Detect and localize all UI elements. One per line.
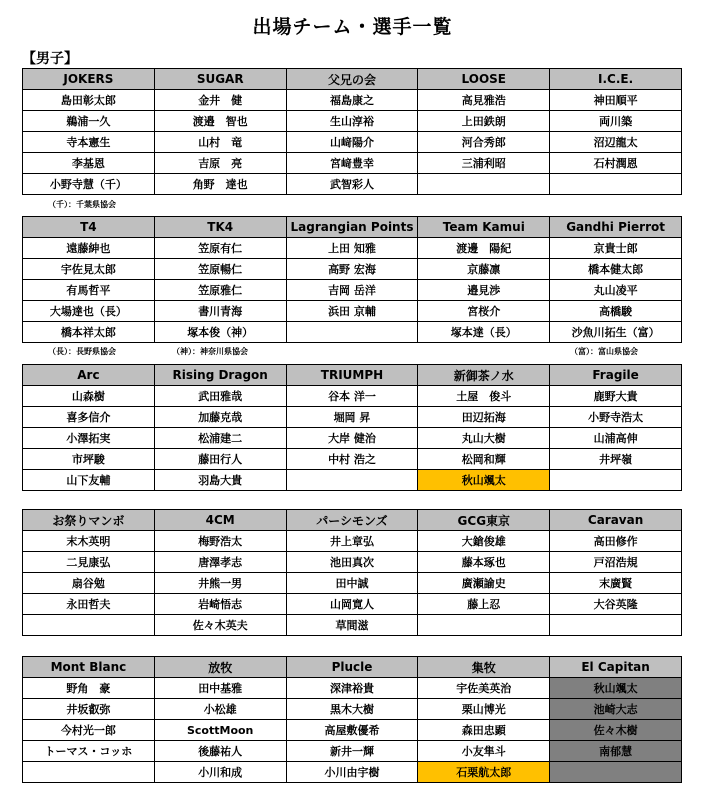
- player-cell: 宇佐美英治: [418, 678, 550, 699]
- player-cell: 宮﨑豊幸: [286, 153, 418, 174]
- player-cell: [418, 615, 550, 636]
- player-cell: 堀岡 昇: [286, 407, 418, 428]
- team-name: El Capitan: [550, 657, 682, 678]
- player-cell: 中村 浩之: [286, 449, 418, 470]
- affiliation-notes: [22, 197, 681, 211]
- player-cell: 小松雄: [154, 699, 286, 720]
- player-cell: 書川青海: [154, 301, 286, 322]
- player-cell: 井坪嶺: [550, 449, 682, 470]
- player-cell: 後藤祐人: [154, 741, 286, 762]
- player-cell-highlighted: 石栗航太郎: [418, 762, 550, 783]
- player-cell: 小野寺慧（千）: [23, 174, 155, 195]
- team-table-1: [22, 68, 682, 195]
- player-cell: 高橋駿: [550, 301, 682, 322]
- player-cell: 田辺拓海: [418, 407, 550, 428]
- team-name: Mont Blanc: [23, 657, 155, 678]
- affiliation-note: （神）：神奈川県協会: [172, 347, 248, 356]
- player-row: [23, 132, 682, 153]
- team-name: GCG東京: [418, 510, 550, 531]
- player-cell: [286, 322, 418, 343]
- section-label-men: 【男子】: [22, 51, 78, 67]
- player-cell: 岩崎悟志: [154, 594, 286, 615]
- player-cell: 三浦利昭: [418, 153, 550, 174]
- player-row: [23, 238, 682, 259]
- player-cell: 鵜浦一久: [23, 111, 155, 132]
- player-cell: 笠原暢仁: [154, 259, 286, 280]
- player-cell: 高野 宏海: [286, 259, 418, 280]
- affiliation-note: （千）：千葉県協会: [48, 200, 116, 209]
- player-cell: 李基恩: [23, 153, 155, 174]
- player-cell-highlighted: 秋山颯太: [418, 470, 550, 491]
- player-cell: 渡邉 智也: [154, 111, 286, 132]
- player-cell: 黒木大樹: [286, 699, 418, 720]
- player-cell: 福島康之: [286, 90, 418, 111]
- player-cell: 大谷英隆: [550, 594, 682, 615]
- player-cell: 寺本憲生: [23, 132, 155, 153]
- player-cell: 廣瀬諭史: [418, 573, 550, 594]
- player-cell: 山村 竜: [154, 132, 286, 153]
- player-cell: 藤田行人: [154, 449, 286, 470]
- player-cell: 角野 達也: [154, 174, 286, 195]
- player-cell: 田中基雅: [154, 678, 286, 699]
- team-name: 4CM: [154, 510, 286, 531]
- player-cell: 山森樹: [23, 386, 155, 407]
- player-row: [23, 280, 682, 301]
- player-cell: 土屋 俊斗: [418, 386, 550, 407]
- player-cell: 佐々木英夫: [154, 615, 286, 636]
- player-cell: 森田忠顕: [418, 720, 550, 741]
- team-header-row: [23, 69, 682, 90]
- player-cell: [550, 615, 682, 636]
- player-cell: 小友隼斗: [418, 741, 550, 762]
- player-cell: 小野寺浩太: [550, 407, 682, 428]
- player-cell: 武智彩人: [286, 174, 418, 195]
- player-cell: 塚本達（長）: [418, 322, 550, 343]
- player-cell: 末木英明: [23, 531, 155, 552]
- player-cell: 両川築: [550, 111, 682, 132]
- player-row: [23, 111, 682, 132]
- team-name: Fragile: [550, 365, 682, 386]
- team-table-4: [22, 509, 682, 636]
- team-name: TRIUMPH: [286, 365, 418, 386]
- player-cell: 渡邊 陽紀: [418, 238, 550, 259]
- team-name: TK4: [154, 217, 286, 238]
- player-cell: 金井 健: [154, 90, 286, 111]
- player-cell: 沙魚川拓生（富）: [550, 322, 682, 343]
- player-row: [23, 407, 682, 428]
- team-name: Gandhi Pierrot: [550, 217, 682, 238]
- player-cell: 野角 豪: [23, 678, 155, 699]
- player-row: [23, 699, 682, 720]
- player-cell: 武田雅哉: [154, 386, 286, 407]
- team-name: Lagrangian Points: [286, 217, 418, 238]
- player-cell: 今村光一郎: [23, 720, 155, 741]
- player-cell: 大岸 健治: [286, 428, 418, 449]
- player-row: [23, 741, 682, 762]
- team-table-3: [22, 364, 682, 491]
- team-name: お祭りマンボ: [23, 510, 155, 531]
- player-cell: 山浦高伸: [550, 428, 682, 449]
- team-name: Rising Dragon: [154, 365, 286, 386]
- player-cell: 喜多信介: [23, 407, 155, 428]
- player-cell: [550, 470, 682, 491]
- team-name: Team Kamui: [418, 217, 550, 238]
- player-cell: 邉見渉: [418, 280, 550, 301]
- player-cell: 戸沼浩規: [550, 552, 682, 573]
- player-cell: 梅野浩太: [154, 531, 286, 552]
- player-cell: 島田彰太郎: [23, 90, 155, 111]
- player-cell: 吉岡 岳洋: [286, 280, 418, 301]
- player-row: [23, 301, 682, 322]
- player-cell: 末廣賢: [550, 573, 682, 594]
- player-cell-shaded: 池崎大志: [550, 699, 682, 720]
- player-cell: 塚本俊（神）: [154, 322, 286, 343]
- player-cell: 小川由宇樹: [286, 762, 418, 783]
- affiliation-note: （富）：富山県協会: [570, 347, 638, 356]
- team-name: Plucle: [286, 657, 418, 678]
- player-cell: 大場達也（長）: [23, 301, 155, 322]
- player-row: [23, 428, 682, 449]
- player-row: [23, 678, 682, 699]
- player-cell: 扇谷勉: [23, 573, 155, 594]
- player-cell: 二見康弘: [23, 552, 155, 573]
- affiliation-note: （長）：長野県協会: [48, 347, 116, 356]
- player-cell: 鹿野大貴: [550, 386, 682, 407]
- player-cell: 有馬哲平: [23, 280, 155, 301]
- player-cell: 新井一輝: [286, 741, 418, 762]
- player-cell: [418, 174, 550, 195]
- player-cell: 深津裕貴: [286, 678, 418, 699]
- player-cell-shaded: 南郁慧: [550, 741, 682, 762]
- affiliation-notes: [22, 344, 681, 358]
- player-cell: 小澤拓実: [23, 428, 155, 449]
- player-cell: 小川和成: [154, 762, 286, 783]
- player-cell: 松岡和輝: [418, 449, 550, 470]
- team-name: SUGAR: [154, 69, 286, 90]
- team-name: 父兄の会: [286, 69, 418, 90]
- player-cell: 橋本健太郎: [550, 259, 682, 280]
- player-cell: 栗山博光: [418, 699, 550, 720]
- player-row: [23, 594, 682, 615]
- player-cell: 池田真次: [286, 552, 418, 573]
- player-cell: 藤本琢也: [418, 552, 550, 573]
- player-cell: [550, 174, 682, 195]
- player-cell: 山岡寛人: [286, 594, 418, 615]
- player-row: [23, 552, 682, 573]
- team-header-row: [23, 657, 682, 678]
- player-cell: 宮桜介: [418, 301, 550, 322]
- team-header-row: [23, 510, 682, 531]
- player-cell: 松浦建二: [154, 428, 286, 449]
- team-table-5: [22, 656, 682, 783]
- player-row: [23, 322, 682, 343]
- player-cell: 田中誠: [286, 573, 418, 594]
- player-row: [23, 762, 682, 783]
- player-cell: 羽島大貴: [154, 470, 286, 491]
- player-cell: 上田 知雅: [286, 238, 418, 259]
- team-name: Arc: [23, 365, 155, 386]
- team-table-2: [22, 216, 682, 343]
- player-cell: 丸山凌平: [550, 280, 682, 301]
- player-cell: 浜田 京輔: [286, 301, 418, 322]
- player-cell: 市坪駿: [23, 449, 155, 470]
- player-cell: 笠原雅仁: [154, 280, 286, 301]
- player-cell: 唐澤孝志: [154, 552, 286, 573]
- page-title: 出場チーム・選手一覧: [252, 16, 453, 38]
- player-row: [23, 720, 682, 741]
- player-cell-shaded: [550, 762, 682, 783]
- player-cell: トーマス・コッホ: [23, 741, 155, 762]
- team-name: I.C.E.: [550, 69, 682, 90]
- player-row: [23, 470, 682, 491]
- team-name: 集牧: [418, 657, 550, 678]
- team-name: LOOSE: [418, 69, 550, 90]
- team-name: Caravan: [550, 510, 682, 531]
- player-cell: 石村潤恩: [550, 153, 682, 174]
- player-cell: [286, 470, 418, 491]
- player-cell: 井熊一男: [154, 573, 286, 594]
- player-row: [23, 386, 682, 407]
- player-cell: [23, 762, 155, 783]
- player-cell: 井坂叡弥: [23, 699, 155, 720]
- player-cell: 山下友輔: [23, 470, 155, 491]
- team-name: T4: [23, 217, 155, 238]
- team-name: JOKERS: [23, 69, 155, 90]
- player-cell: 宇佐見太郎: [23, 259, 155, 280]
- player-cell: 上田鉄朗: [418, 111, 550, 132]
- player-cell: 沼辺龍太: [550, 132, 682, 153]
- team-name: パーシモンズ: [286, 510, 418, 531]
- player-cell-shaded: 秋山颯太: [550, 678, 682, 699]
- player-cell: ScottMoon: [154, 720, 286, 741]
- player-cell: 永田哲夫: [23, 594, 155, 615]
- player-row: [23, 153, 682, 174]
- player-cell: 吉原 亮: [154, 153, 286, 174]
- player-cell: 丸山大樹: [418, 428, 550, 449]
- player-cell: 加藤克哉: [154, 407, 286, 428]
- player-cell: [23, 615, 155, 636]
- player-row: [23, 174, 682, 195]
- player-cell: 京藤凛: [418, 259, 550, 280]
- team-header-row: [23, 365, 682, 386]
- player-cell-shaded: 佐々木樹: [550, 720, 682, 741]
- team-header-row: [23, 217, 682, 238]
- player-cell: 遠藤紳也: [23, 238, 155, 259]
- player-cell: 草間滋: [286, 615, 418, 636]
- player-cell: 高田修作: [550, 531, 682, 552]
- player-row: [23, 259, 682, 280]
- player-row: [23, 449, 682, 470]
- team-name: 放牧: [154, 657, 286, 678]
- team-name: 新御茶ノ水: [418, 365, 550, 386]
- player-cell: 河合秀郎: [418, 132, 550, 153]
- player-cell: 京貴士郎: [550, 238, 682, 259]
- player-cell: 山﨑陽介: [286, 132, 418, 153]
- player-row: [23, 573, 682, 594]
- player-row: [23, 90, 682, 111]
- player-cell: 笠原有仁: [154, 238, 286, 259]
- player-cell: 高屋敷優希: [286, 720, 418, 741]
- player-row: [23, 531, 682, 552]
- player-cell: 生山淳裕: [286, 111, 418, 132]
- player-cell: 神田順平: [550, 90, 682, 111]
- player-row: [23, 615, 682, 636]
- player-cell: 大鎗俊雄: [418, 531, 550, 552]
- player-cell: 谷本 洋一: [286, 386, 418, 407]
- player-cell: 藤上忍: [418, 594, 550, 615]
- player-cell: 井上章弘: [286, 531, 418, 552]
- player-cell: 高見雅浩: [418, 90, 550, 111]
- player-cell: 橋本祥太郎: [23, 322, 155, 343]
